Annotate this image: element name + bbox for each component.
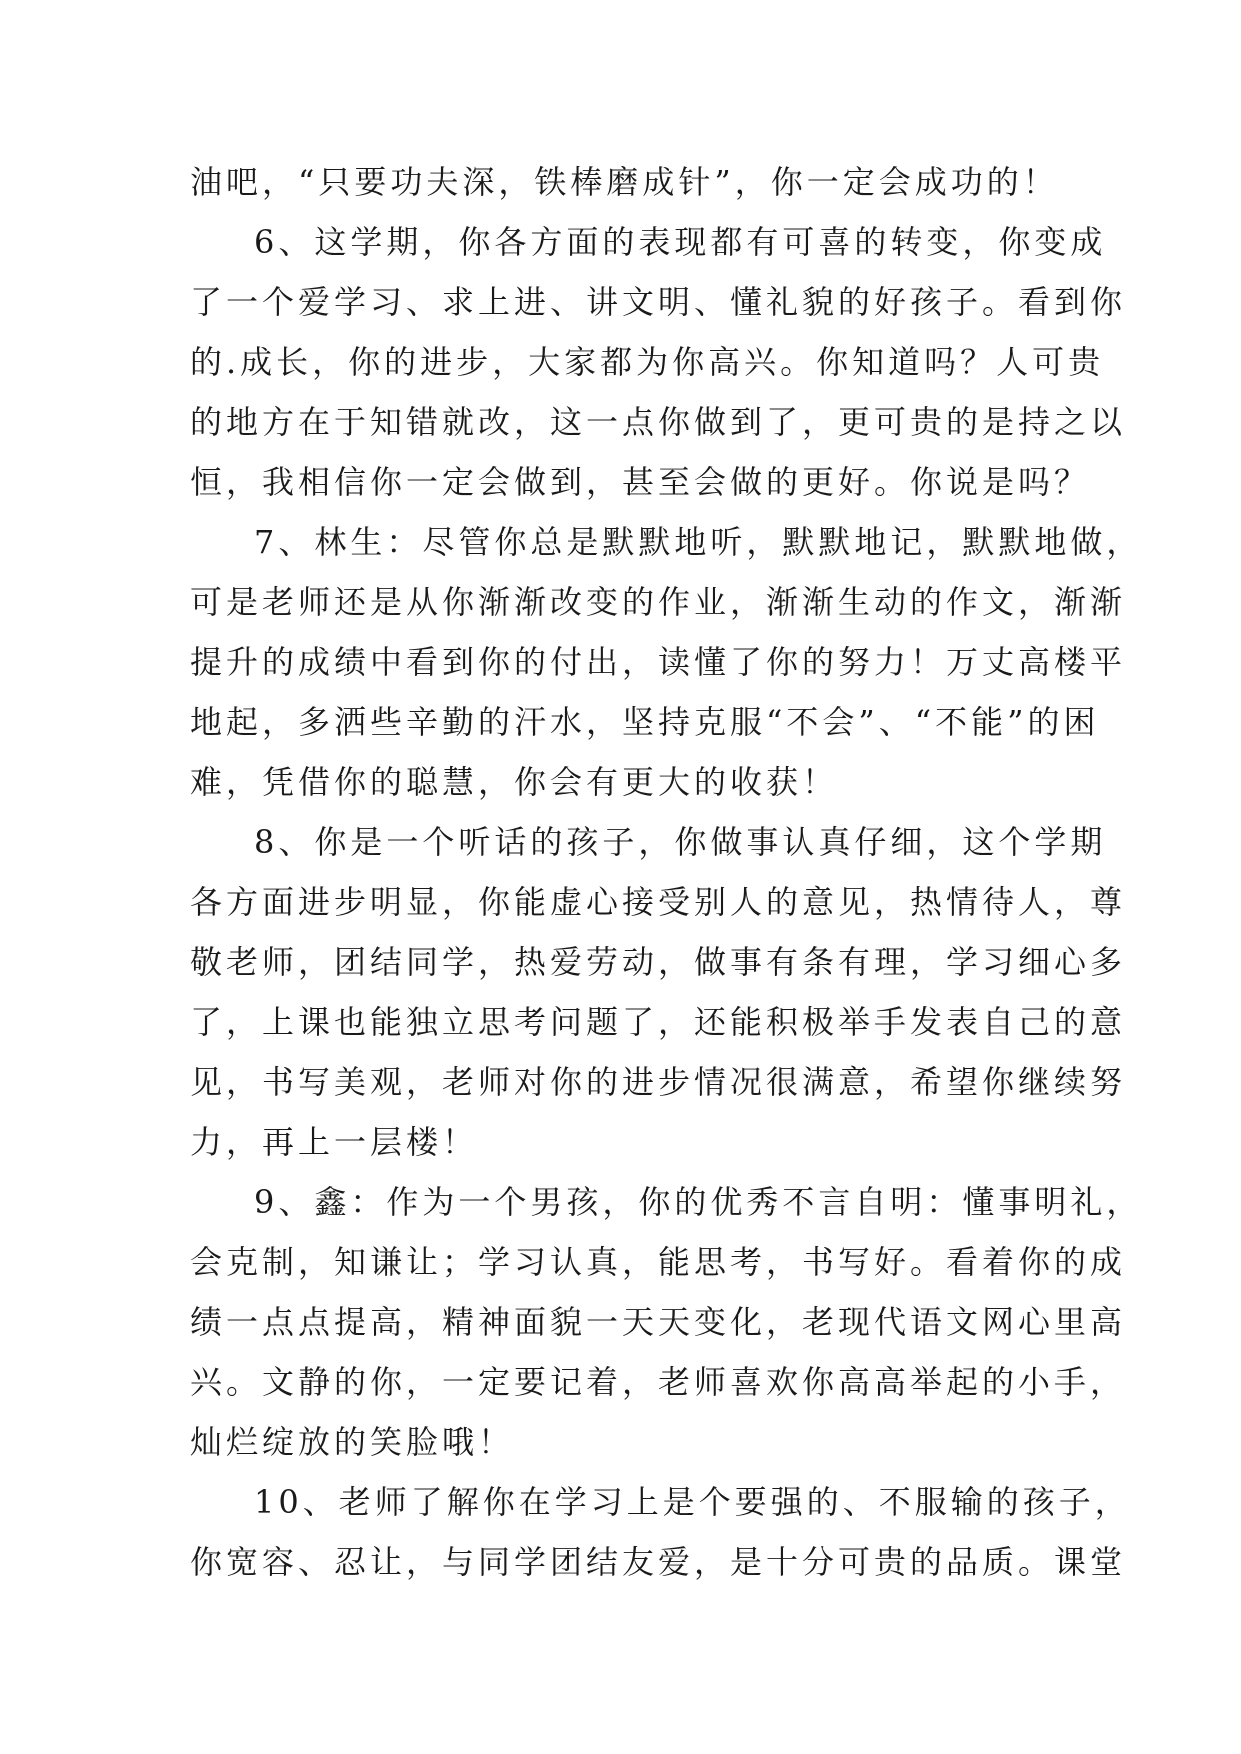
text-line: 绩一点点提高，精神面貌一天天变化，老现代语文网心里高 — [190, 1303, 1127, 1341]
text-line: 了，上课也能独立思考问题了，还能积极举手发表自己的意 — [190, 1003, 1127, 1041]
text-line: 兴。文静的你，一定要记着，老师喜欢你高高举起的小手， — [190, 1363, 1127, 1401]
text-line: 7、林生：尽管你总是默默地听，默默地记，默默地做， — [254, 523, 1143, 561]
document-body — [190, 152, 1143, 1592]
text-line: 力，再上一层楼！ — [190, 1123, 479, 1161]
text-line: 见，书写美观，老师对你的进步情况很满意，希望你继续努 — [190, 1063, 1127, 1101]
text-line: 的.成长，你的进步，大家都为你高兴。你知道吗？人可贵 — [190, 343, 1105, 381]
text-line: 可是老师还是从你渐渐改变的作业，渐渐生动的作文，渐渐 — [190, 583, 1127, 621]
text-line: 难，凭借你的聪慧，你会有更大的收获！ — [190, 763, 839, 801]
text-line: 灿烂绽放的笑脸哦！ — [190, 1423, 515, 1461]
text-line: 会克制，知谦让；学习认真，能思考，书写好。看着你的成 — [190, 1243, 1127, 1281]
text-line: 恒，我相信你一定会做到，甚至会做的更好。你说是吗？ — [190, 463, 1091, 501]
text-line: 10、老师了解你在学习上是个要强的、不服输的孩子， — [254, 1483, 1131, 1521]
text-line: 6、这学期，你各方面的表现都有可喜的转变，你变成 — [254, 223, 1107, 261]
text-line: 提升的成绩中看到你的付出，读懂了你的努力！万丈高楼平 — [190, 643, 1127, 681]
text-line: 你宽容、忍让，与同学团结友爱，是十分可贵的品质。课堂 — [190, 1543, 1127, 1581]
text-line: 的地方在于知错就改，这一点你做到了，更可贵的是持之以 — [190, 403, 1127, 441]
text-line: 8、你是一个听话的孩子，你做事认真仔细，这个学期 — [254, 823, 1107, 861]
text-line: 地起，多洒些辛勤的汗水，坚持克服“不会”、“不能”的困 — [190, 703, 1100, 741]
text-line: 油吧，“只要功夫深，铁棒磨成针”，你一定会成功的！ — [190, 163, 1059, 201]
text-line: 9、鑫：作为一个男孩，你的优秀不言自明：懂事明礼， — [254, 1183, 1143, 1221]
text-line: 敬老师，团结同学，热爱劳动，做事有条有理，学习细心多 — [190, 943, 1127, 981]
text-line: 了一个爱学习、求上进、讲文明、懂礼貌的好孩子。看到你 — [190, 283, 1127, 321]
text-line: 各方面进步明显，你能虚心接受别人的意见，热情待人，尊 — [190, 883, 1127, 921]
